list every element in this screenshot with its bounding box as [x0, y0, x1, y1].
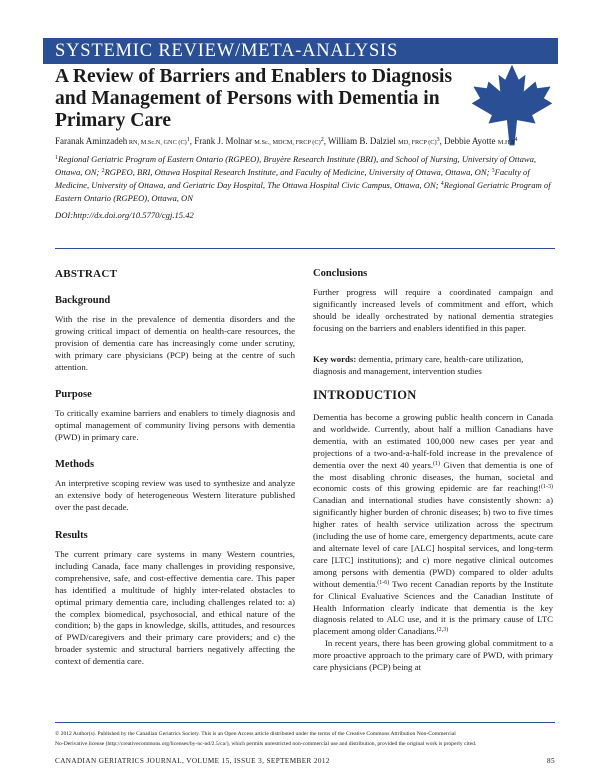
affiliations	[55, 153, 555, 205]
page-number: 85	[547, 757, 555, 765]
citation-ref[interactable]: (1-3)	[541, 484, 553, 491]
introduction-section	[313, 388, 553, 674]
intro-text: Given that dementia is one of the most disabling chronic diseases, the human, societal and economic costs of this growing epidemic are far reaching!	[313, 459, 553, 494]
methods-text: An interpretive scoping review was used to synthesize and analyze an extensive body of heterogeneous Western literature published over the past decade.	[55, 478, 295, 512]
purpose-text: To critically examine barriers and enablers to timely diagnosis and optimal management of community living persons with dementia (PWD) in primary care.	[55, 408, 295, 442]
author-sup: 1	[186, 137, 190, 143]
author-credentials: M.H.S	[497, 139, 515, 146]
author-name: Debbie Ayotte	[444, 136, 496, 146]
journal-info: CANADIAN GERIATRICS JOURNAL, VOLUME 15, ISSUE 3, SEPTEMBER 2012	[55, 757, 330, 765]
methods-heading: Methods	[55, 459, 95, 470]
citation-ref[interactable]: (2,3)	[436, 627, 449, 634]
purpose-heading: Purpose	[55, 389, 92, 400]
abstract-section	[55, 268, 295, 288]
intro-text: Canadian and international studies have consistently shown: a) significantly higher burden of chronic diseases; b) two to five times higher rates of health service utilization across the spectrum (including the use of home care, emergency departments, acute care and alternate level of care [ALC] hospital services, and long-term care [LTC] institutions); and c) more negative clinical outcomes among persons with dementia (PWD) compared to older adults without dementia.	[313, 495, 553, 589]
keywords-text: dementia, primary care, health-care utilization, diagnosis and management, intervention studies	[313, 354, 524, 376]
copyright-notice	[55, 729, 555, 749]
intro-text: Dementia has become a growing public health concern in Canada and worldwide. Currently, about half a million Canadians have dementia, with an estimated 100,000 new cases per year and projections of a two-and-a-half-fold increase in the prevalence of dementia over the next 40 years.	[313, 412, 553, 470]
conclusions-heading: Conclusions	[313, 268, 368, 279]
background-text: With the rise in the prevalence of dementia disorders and the growing critical impact of dementia on health-care resources, the provision of dementia care has increasingly come under scrutiny, with primary care physicians (PCP) being at the centre of such attention.	[55, 314, 295, 372]
citation-ref[interactable]: (1-6)	[377, 579, 390, 586]
author-sup: 2	[320, 137, 324, 143]
background-heading: Background	[55, 295, 111, 306]
author-name: William B. Dalziel	[328, 136, 396, 146]
copyright-line-2: No-Derivative license (http://creativecommons.org/licenses/by-nc-nd/2.5/ca/), which permits unrestricted non-commercial use and distribution, provided the original work is properly cited.	[55, 741, 477, 747]
author-sup: 4	[514, 137, 518, 143]
article-title: A Review of Barriers and Enablers to Diagnosis and Management of Persons with Dementia in Primary Care	[55, 66, 453, 131]
section-banner: SYSTEMIC REVIEW/META-ANALYSIS	[43, 38, 558, 64]
background-section	[55, 295, 295, 374]
methods-section	[55, 459, 295, 514]
page-footer	[55, 757, 555, 765]
results-text: The current primary care systems in many Western countries, including Canada, face many challenges in providing responsive, comprehensive, safe, and cost-effective dementia care. This paper has identified a multitude of highly inter-related obstacles to optimal primary dementia care, including challenges related to: a) the complex biomedical, psychosocial, and ethical nature of the condition; b) the gaps in knowledge, skills, attitudes, and resources of PWD/caregivers and their primary care providers; and c) the broader systemic and structural barriers negatively affecting the context of dementia care.	[55, 549, 295, 667]
affil-sup: 2	[101, 168, 105, 174]
affil-sup: 3	[491, 168, 495, 174]
intro-paragraph-1	[313, 412, 553, 638]
copyright-line-1: © 2012 Author(s). Published by the Canadian Geriatrics Society. This is an Open Access article distributed under the terms of the Creative Commons Attribution Non-Commercial	[55, 731, 456, 737]
introduction-heading: INTRODUCTION	[313, 388, 417, 402]
affil-sup: 4	[440, 181, 444, 187]
keywords-label: Key words:	[313, 354, 357, 364]
conclusions-section	[313, 268, 553, 335]
affil-sup: 1	[55, 155, 58, 161]
affiliation-2: RGPEO, BRI, Ottawa Hospital Research Institute, and Faculty of Medicine, University of Ottawa, Ottawa, ON;	[104, 167, 490, 177]
author-name: Frank J. Molnar	[194, 136, 253, 146]
affiliation-4: Regional Geriatric Program of Eastern Ontario (RGPEO), Ottawa, ON	[55, 180, 551, 203]
author-name: Faranak Aminzadeh	[55, 136, 128, 146]
author-credentials: M.Sc., MDCM, FRCP (C)	[254, 139, 321, 146]
intro-paragraph-2: In recent years, there has been growing global commitment to a more proactive approach to the primary care of PWD, with primary care physicians (PCP) being at	[313, 638, 553, 673]
abstract-heading: ABSTRACT	[55, 268, 118, 280]
purpose-section	[55, 389, 295, 444]
author-line: Faranak Aminzadeh RN, M.Sc.N, GNC $(C)^1$, Frank J. Molnar M.Sc., MDCM, FRCP $(C)^2$, William B. Dalziel MD, FRCP $(C)^3$, Debbie Ayotte $M.H.S^4$	[55, 136, 518, 146]
affiliation-1: Regional Geriatric Program of Eastern Ontario (RGPEO), Bruyère Research Institute (BRI), and School of Nursing, University of Ottawa, Ottawa, ON;	[55, 154, 537, 177]
affiliation-3: Faculty of Medicine, University of Ottawa, and Geriatric Day Hospital, The Ottawa Hospital Civic Campus, Ottawa, ON;	[55, 167, 530, 190]
results-section	[55, 530, 295, 668]
footer-divider	[55, 722, 555, 723]
keywords-section	[313, 354, 553, 378]
author-sup: 3	[436, 137, 440, 143]
author-credentials: MD, FRCP (C)	[398, 139, 437, 146]
intro-text: Two recent Canadian reports by the Institute for Clinical Evaluative Sciences and the Canadian Institute of Health Information clearly indicate that dementia is the key diagnosis related to ALC use, and it is the primary cause of LTC placement among older Canadians.	[313, 578, 553, 637]
results-heading: Results	[55, 530, 88, 541]
author-credentials: RN, M.Sc.N, GNC (C)	[128, 139, 187, 146]
citation-ref[interactable]: (1)	[433, 460, 441, 467]
conclusions-text: Further progress will require a coordinated campaign and significantly increased levels of commitment and effort, which should be ideally orchestrated by national dementia strategies focusing on the barriers and enablers identified in this paper.	[313, 287, 553, 333]
doi-link[interactable]: DOI:http://dx.doi.org/10.5770/cgj.15.42	[55, 210, 194, 220]
header-divider	[55, 248, 555, 249]
